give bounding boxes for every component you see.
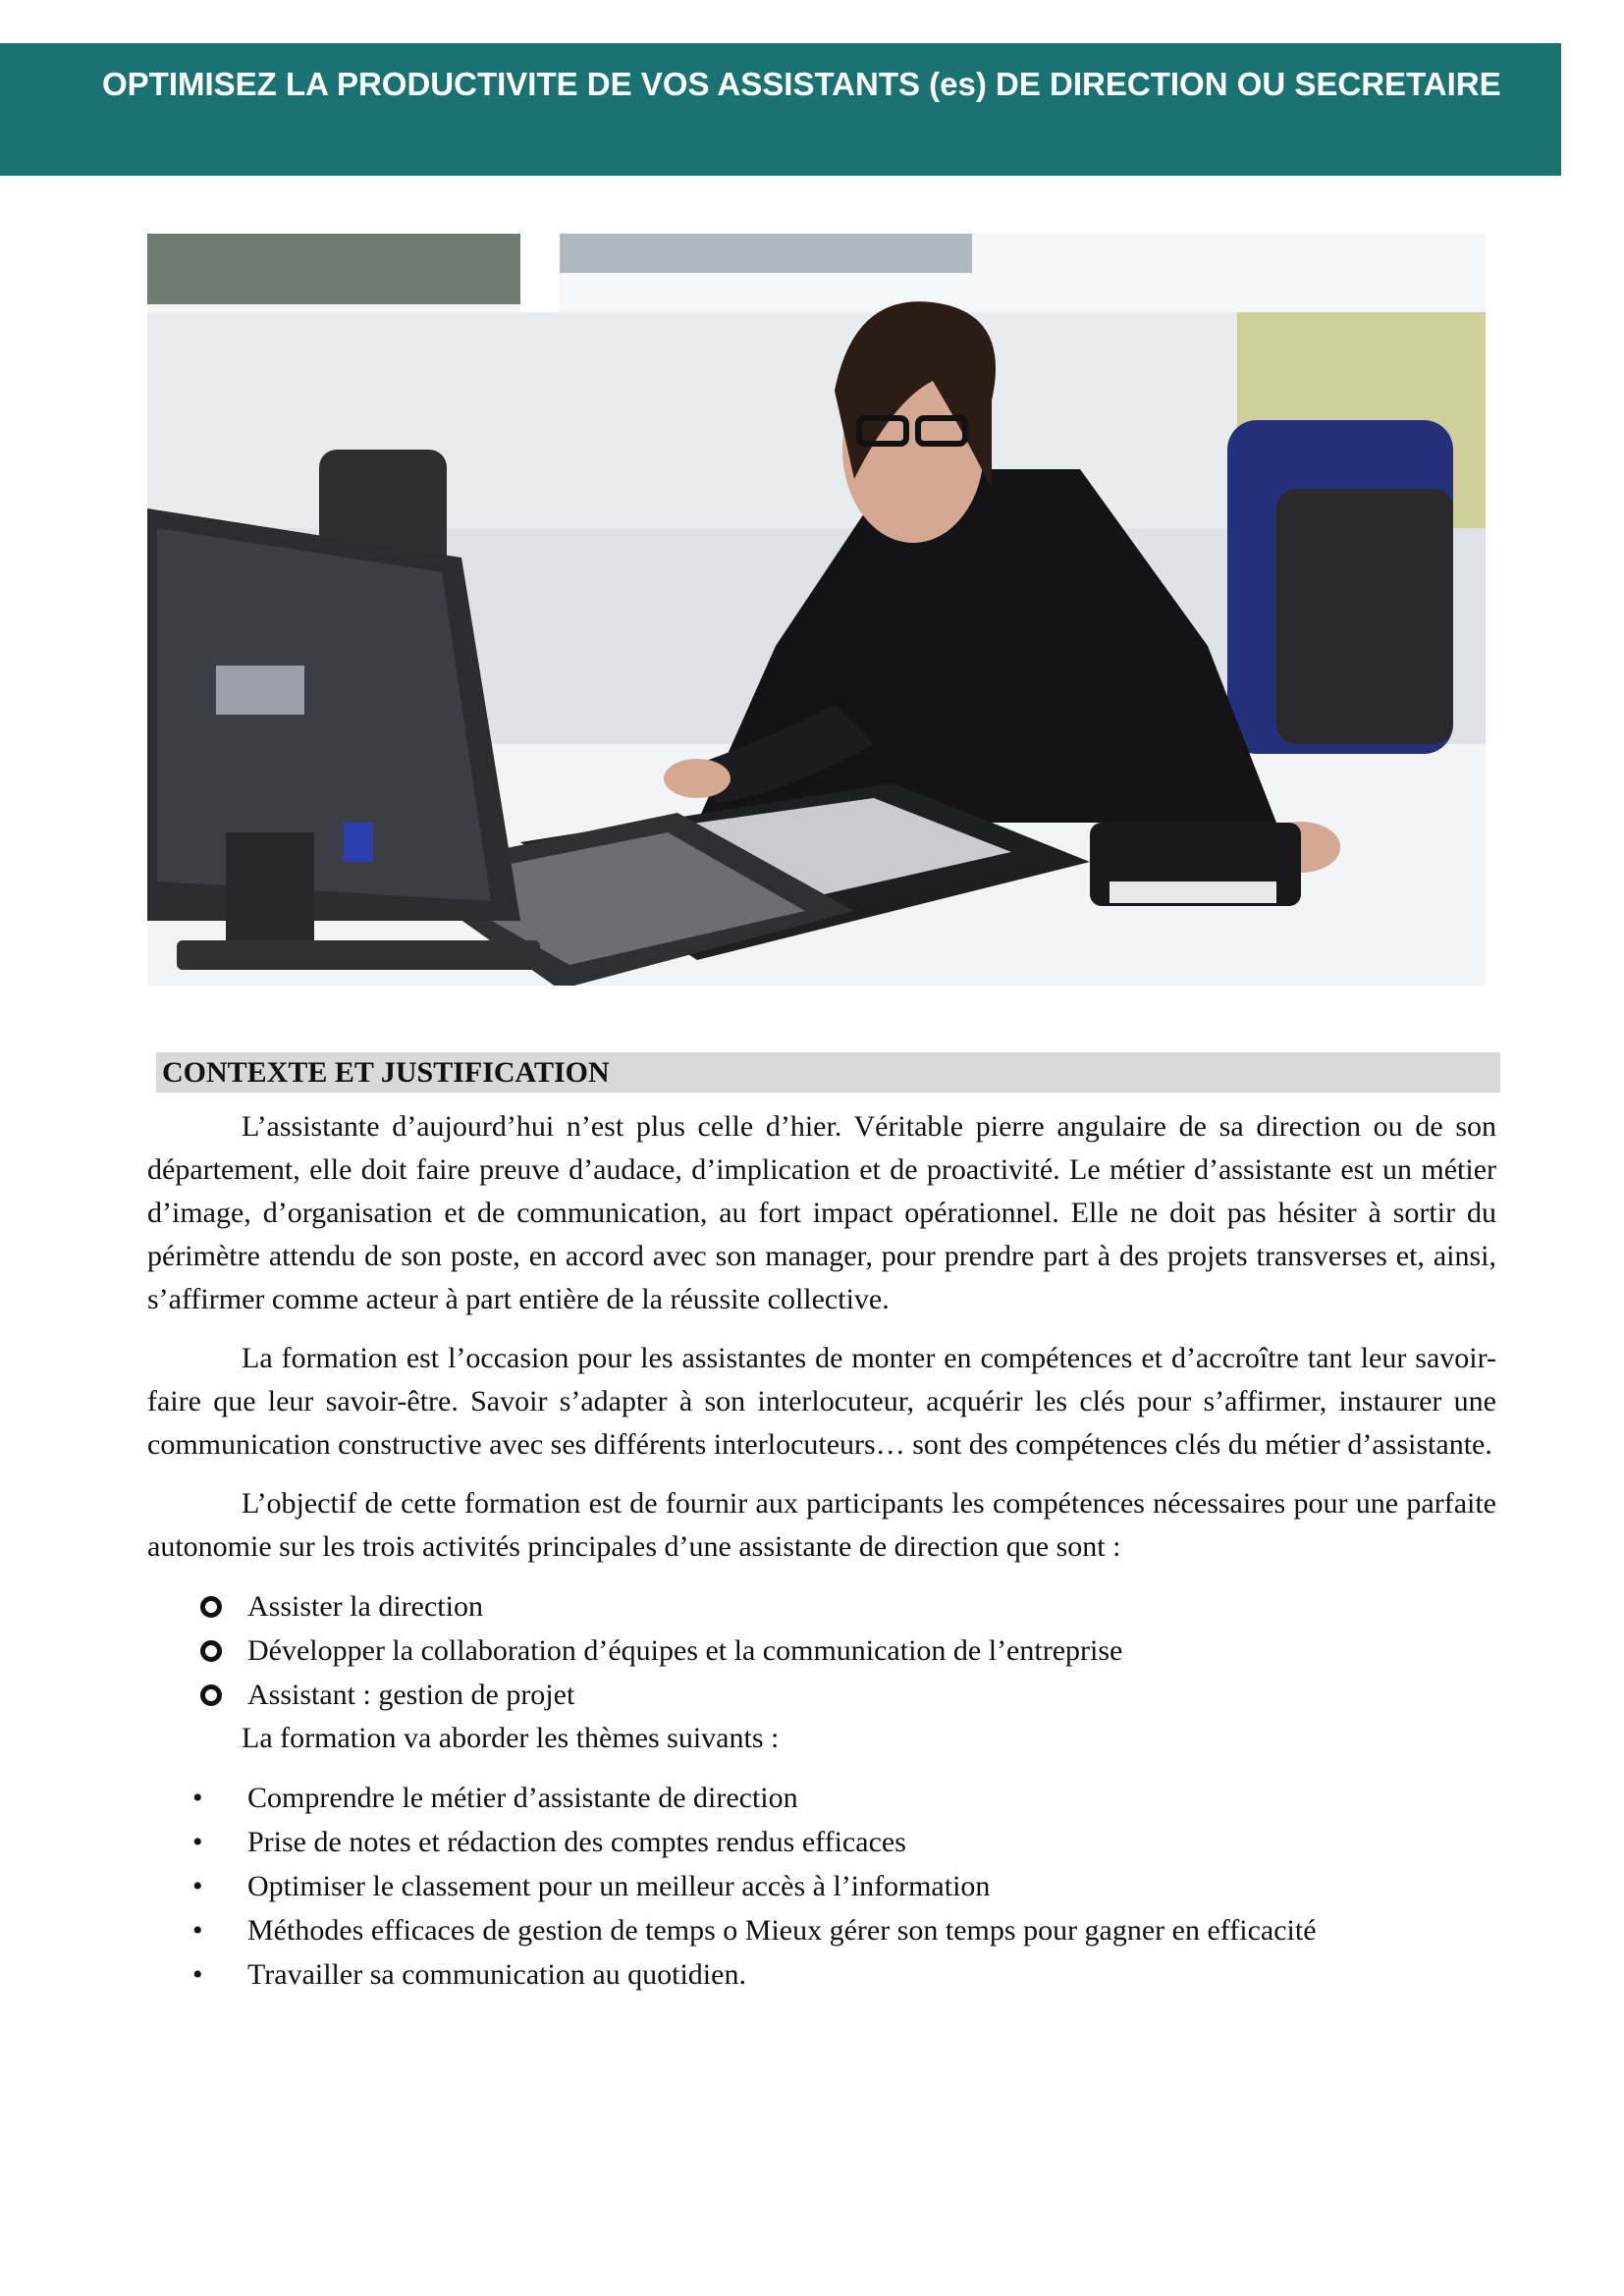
activities-list [147, 1584, 1496, 1717]
bullet-icon: • [192, 1870, 203, 1902]
page-title: OPTIMISEZ LA PRODUCTIVITE DE VOS ASSISTANTS (es) DE DIRECTION OU SECRETAIRE [102, 66, 1501, 102]
document-body [147, 1105, 1496, 1997]
list-item-text: Prise de notes et rédaction des comptes rendus efficaces [247, 1826, 906, 1858]
list-item-text: Méthodes efficaces de gestion de temps o Mieux gérer son temps pour gagner en efficacité [247, 1914, 1317, 1947]
paragraph: La formation est l’occasion pour les assistantes de monter en compétences et d’accroître tant leur savoir-faire que leur savoir-être. Savoir s’adapter à son interlocuteur, acquérir les clés pour s’affirmer, instaurer une communication constructive avec ses différents interlocuteurs… sont des compétences clés du métier d’assistante. [147, 1342, 1496, 1461]
list-item [147, 1820, 1496, 1864]
list-item [147, 1908, 1496, 1952]
circle-bullet-icon [200, 1596, 222, 1618]
bullet-icon: • [192, 1782, 203, 1814]
bullet-icon: • [192, 1826, 203, 1858]
themes-list [147, 1776, 1496, 1997]
bullet-icon: • [192, 1958, 203, 1991]
list-item-text: Assister la direction [247, 1590, 483, 1623]
section-title: CONTEXTE ET JUSTIFICATION [162, 1056, 610, 1089]
list-item [147, 1776, 1496, 1820]
list-item [147, 1629, 1496, 1673]
list-item-text: Assistant : gestion de projet [247, 1679, 575, 1711]
bullet-icon: • [192, 1914, 203, 1947]
list-item [147, 1673, 1496, 1717]
circle-bullet-icon [200, 1684, 222, 1706]
office-illustration [147, 234, 1486, 986]
paragraph: L’objectif de cette formation est de fournir aux participants les compétences nécessaires pour une parfaite autonomie sur les trois activités principales d’une assistante de direction que sont : [147, 1487, 1496, 1563]
circle-bullet-icon [200, 1640, 222, 1662]
list-item-text: Comprendre le métier d’assistante de direction [247, 1782, 798, 1814]
section-header [156, 1052, 1500, 1093]
list-item-text: Optimiser le classement pour un meilleur accès à l’information [247, 1870, 991, 1902]
themes-intro: La formation va aborder les thèmes suivants : [242, 1722, 780, 1754]
header-banner [0, 43, 1561, 176]
list-item [147, 1864, 1496, 1908]
paragraph: L’assistante d’aujourd’hui n’est plus celle d’hier. Véritable pierre angulaire de sa direction ou de son département, elle doit faire preuve d’audace, d’implication et de proactivité. Le métier d’assistante est un métier d’image, d’organisation et de communication, au fort impact opérationnel. Elle ne doit pas hésiter à sortir du périmètre attendu de son poste, en accord avec son manager, pour prendre part à des projets transverses et, ainsi, s’affirmer comme acteur à part entière de la réussite collective. [147, 1110, 1496, 1315]
list-item [147, 1584, 1496, 1629]
list-item-text: Développer la collaboration d’équipes et la communication de l’entreprise [247, 1634, 1123, 1667]
office-photo [147, 234, 1486, 986]
list-item [147, 1952, 1496, 1997]
list-item-text: Travailler sa communication au quotidien. [247, 1958, 746, 1991]
